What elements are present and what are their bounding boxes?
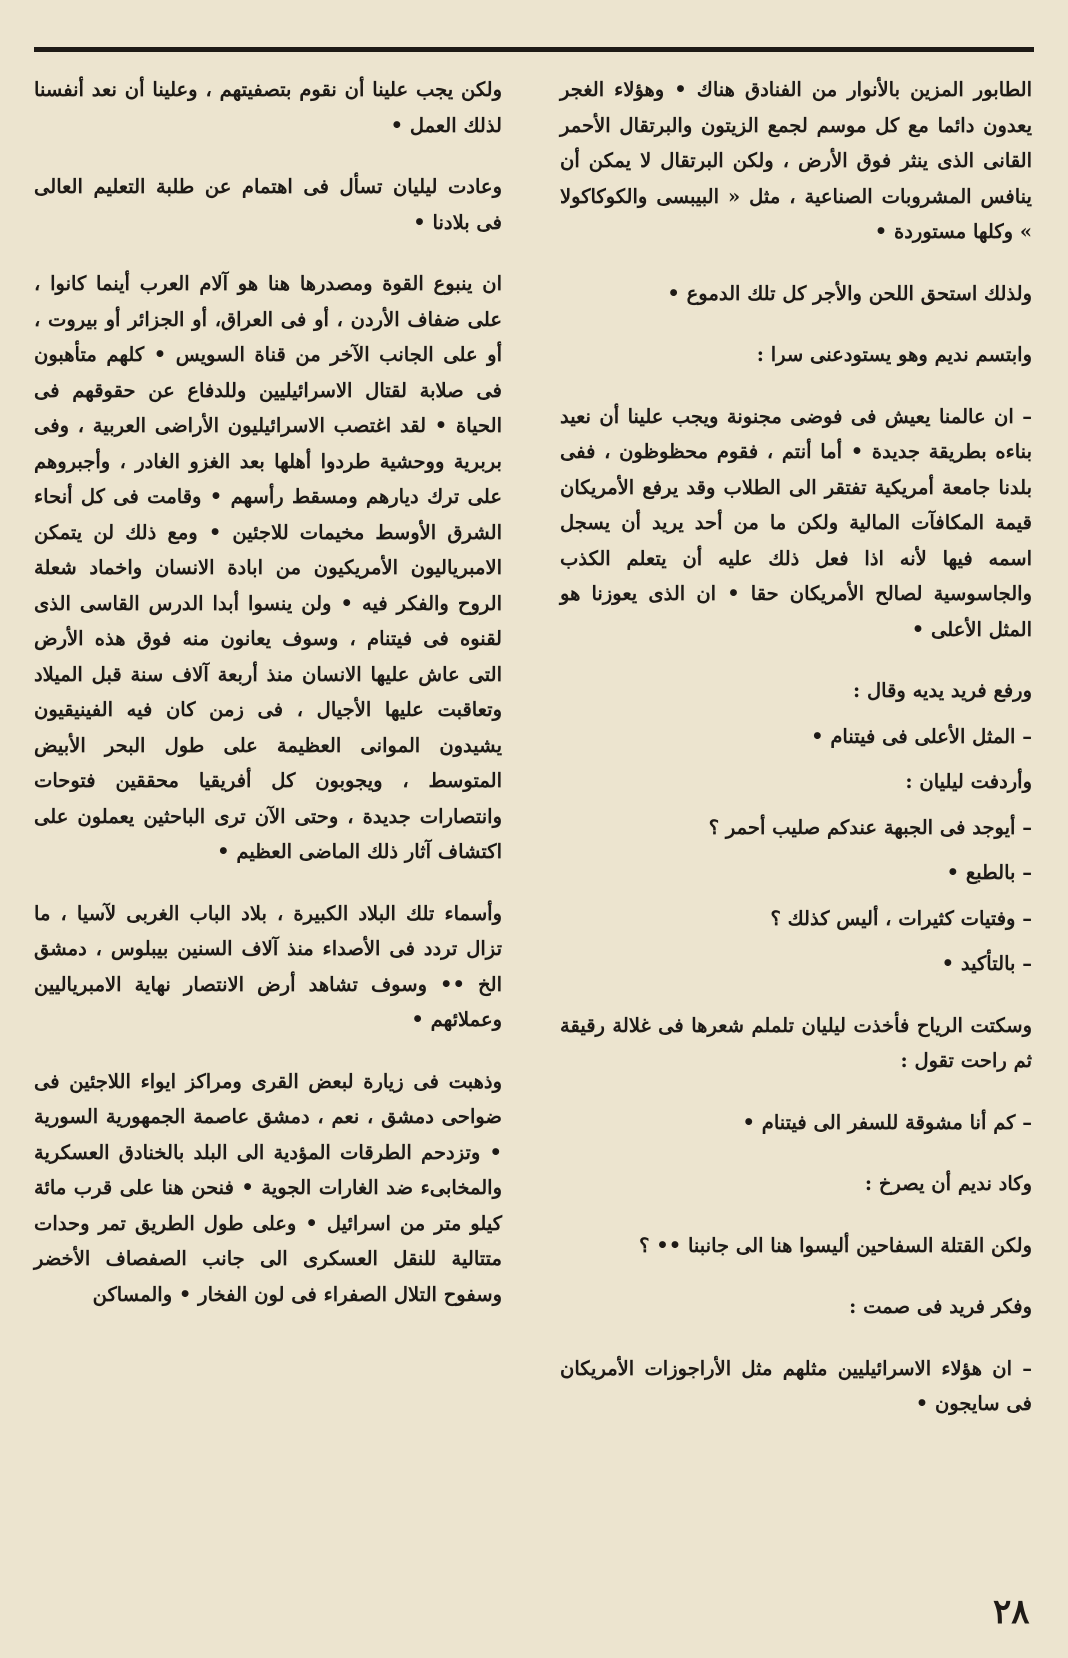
paragraph: ولكن القتلة السفاحين أليسوا هنا الى جانبنا •• ؟ xyxy=(639,1233,1032,1257)
paragraph: وابتسم نديم وهو يستودعنى سرا : xyxy=(756,343,1032,366)
left-column xyxy=(34,72,502,1338)
paragraph: – بالطبع • xyxy=(946,861,1032,884)
paragraph: وذهبت فى زيارة لبعض القرى ومراكز ايواء اللاجئين فى ضواحى دمشق ، نعم ، دمشق عاصمة الجمهورية السورية • وتزدحم الطرقات المؤدية الى البلد بالخنادق العسكرية والمخابىء ضد الغارات الجوية • فنحن هنا على قرب مائة كيلو متر من اسرائيل • وعلى طول الطريق تمر وحدات متتالية للنقل العسكرى الى جانب الصفصاف الأخضر وسفوح التلال الصفراء فى لون الفخار • والمساكن xyxy=(34,1069,502,1306)
paragraph: – كم أنا مشوقة للسفر الى فيتنام • xyxy=(742,1110,1032,1134)
paragraph: وكاد نديم أن يصرخ : xyxy=(864,1172,1032,1195)
paragraph: الطابور المزين بالأنوار من الفنادق هناك • وهؤلاء الغجر يعدون دائما مع كل موسم لجمع الزيتون والبرتقال الأحمر القانى الذى ينثر فوق الأرض ، ولكن البرتقال لا يمكن أن ينافس المشروبات الصناعية ، مثل « البيبسى والكوكاكولا » وكلها مستوردة • xyxy=(560,78,1032,243)
paragraph: – وفتيات كثيرات ، أليس كذلك ؟ xyxy=(770,906,1032,930)
paragraph: ولذلك استحق اللحن والأجر كل تلك الدموع • xyxy=(667,281,1032,305)
page-number: ٢٨ xyxy=(993,1592,1030,1632)
paragraph: – المثل الأعلى فى فيتنام • xyxy=(811,724,1032,748)
right-column xyxy=(560,72,1032,1448)
paragraph: – أيوجد فى الجبهة عندكم صليب أحمر ؟ xyxy=(708,815,1032,839)
paragraph: – ان هؤلاء الاسرائيليين مثلهم مثل الأراجوزات الأمريكان فى سايجون • xyxy=(560,1356,1032,1415)
top-rule xyxy=(34,47,1034,52)
paragraph: وأردفت ليليان : xyxy=(905,770,1032,793)
paragraph: وسكتت الرياح فأخذت ليليان تلملم شعرها فى غلالة رقيقة ثم راحت تقول : xyxy=(560,1013,1032,1072)
paragraph: وعادت ليليان تسأل فى اهتمام عن طلبة التعليم العالى فى بلادنا • xyxy=(34,175,502,234)
paragraph: وفكر فريد فى صمت : xyxy=(849,1295,1032,1318)
paragraph: ان ينبوع القوة ومصدرها هنا هو آلام العرب أينما كانوا ، على ضفاف الأردن ، أو فى العراق، أو الجزائر أو بيروت ، أو على الجانب الآخر من قناة السويس • كلهم متأهبون فى صلابة لقتال الاسرائيليين وللدفاع عن حقوقهم فى الحياة • لقد اغتصب الاسرائيليون الأراضى العربية ، وفى بربرية ووحشية طردوا أهلها بعد الغزو الغادر ، وأجبروهم على ترك ديارهم ومسقط رأسهم • وقامت فى كل أنحاء الشرق الأوسط مخيمات للاجئين • ومع ذلك لن يتمكن الامبرياليون الأمريكيون من ابادة الانسان واخماد شعلة الروح والفكر فيه • ولن ينسوا أبدا الدرس القاسى الذى لقنوه فى فيتنام ، وسوف يعانون منه فوق هذه الأرض التى عاش عليها الانسان منذ أربعة آلاف سنة قبل الميلاد وتعاقبت عليها الأجيال ، فى زمن كان فيه الفينيقيون يشيدون الموانى العظيمة على طول البحر الأبيض المتوسط ، ويجوبون كل أفريقيا محققين فتوحات وانتصارات جديدة ، وحتى الآن ترى الباحثين يعملون على اكتشاف آثار ذلك الماضى العظيم • xyxy=(34,272,502,863)
paragraph: ولكن يجب علينا أن نقوم بتصفيتهم ، وعلينا أن نعد أنفسنا لذلك العمل • xyxy=(34,78,502,137)
paragraph: وأسماء تلك البلاد الكبيرة ، بلاد الباب الغربى لآسيا ، ما تزال تردد فى الأصداء منذ آلاف السنين بيبلوس ، دمشق الخ •• وسوف تشاهد أرض الانتصار نهاية الامبرياليين وعملائهم • xyxy=(34,901,502,1031)
paragraph: ورفع فريد يديه وقال : xyxy=(852,679,1032,702)
paragraph: – ان عالمنا يعيش فى فوضى مجنونة ويجب علينا أن نعيد بناءه بطريقة جديدة • أما أنتم ، فقوم محظوظون ، ففى بلدنا جامعة أمريكية تفتقر الى الطلاب وقد يرفع الأمريكان قيمة المكافآت المالية ولكن ما من أحد يريد أن يسجل اسمه فيها لأنه اذا فعل ذلك عليه أن يتعلم الكذب والجاسوسية لصالح الأمريكان حقا • ان الذى يعوزنا هو المثل الأعلى • xyxy=(560,404,1032,641)
paragraph: – بالتأكيد • xyxy=(941,952,1032,975)
